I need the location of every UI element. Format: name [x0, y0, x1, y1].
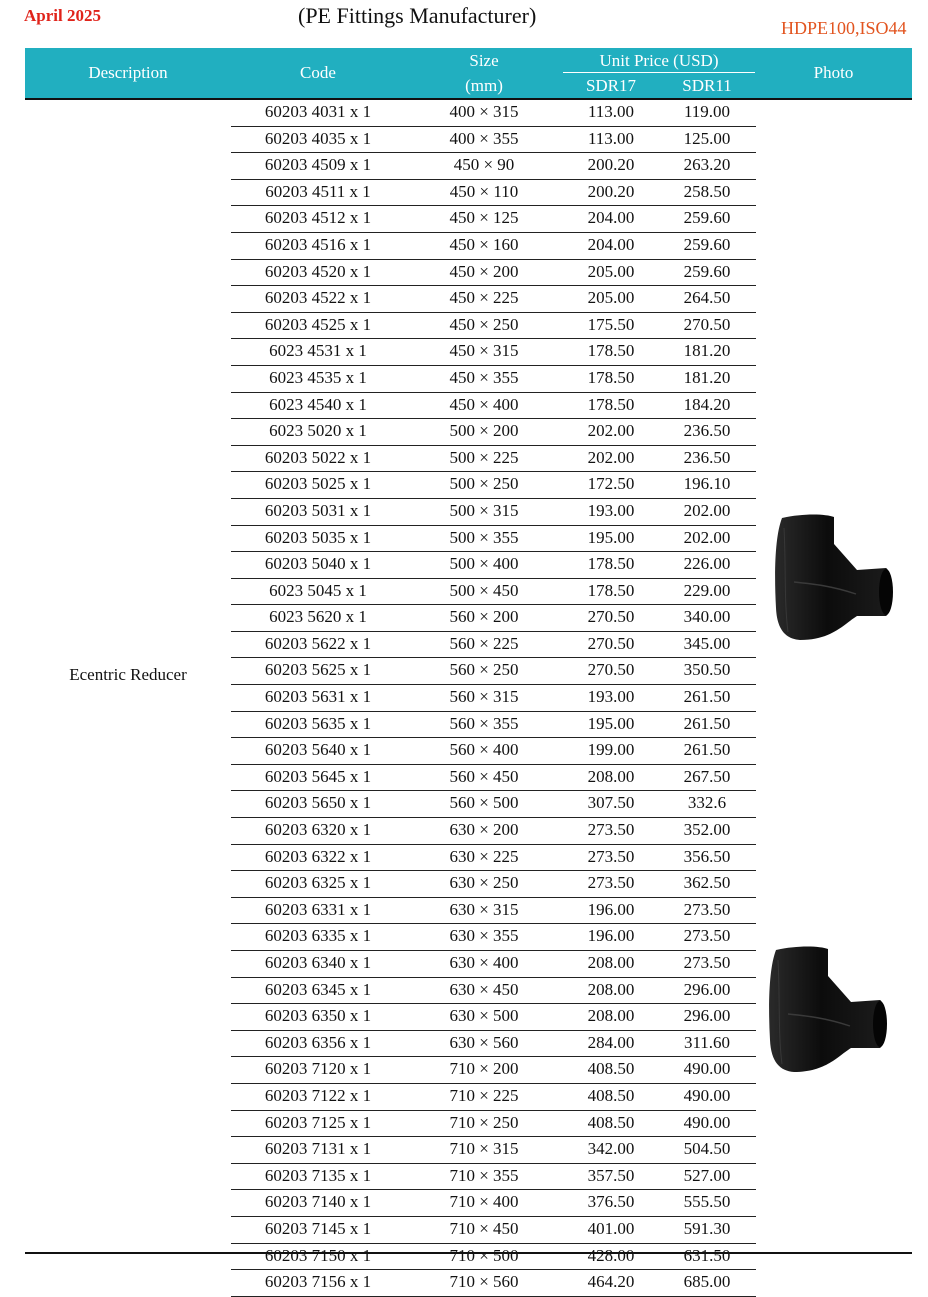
reducer-photo-icon: [774, 512, 896, 642]
cell-code: 60203 7145 x 1: [264, 1218, 372, 1238]
header-unit-price: Unit Price (USD): [599, 51, 719, 70]
cell-code: 60203 5025 x 1: [264, 474, 372, 494]
cell-sdr17-price: 376.50: [587, 1192, 635, 1212]
cell-size: 560 × 450: [449, 766, 519, 786]
cell-size: 500 × 200: [449, 421, 519, 441]
table-row: [231, 845, 756, 872]
cell-code: 60203 6345 x 1: [264, 979, 372, 999]
cell-size: 560 × 225: [449, 633, 519, 653]
table-row: [231, 499, 756, 526]
cell-code: 60203 6335 x 1: [264, 926, 372, 946]
table-row: [231, 339, 756, 366]
table-row: [231, 1111, 756, 1138]
cell-size: 630 × 500: [449, 1006, 519, 1026]
cell-size: 450 × 355: [449, 367, 519, 387]
cell-size: 630 × 315: [449, 899, 519, 919]
cell-code: 60203 5622 x 1: [264, 633, 372, 653]
cell-sdr17-price: 178.50: [587, 341, 635, 361]
cell-size: 630 × 250: [449, 873, 519, 893]
cell-code: 60203 4522 x 1: [264, 288, 372, 308]
cell-sdr17-price: 113.00: [587, 128, 635, 148]
cell-sdr11-price: 202.00: [683, 527, 731, 547]
cell-sdr17-price: 178.50: [587, 554, 635, 574]
cell-size: 450 × 225: [449, 288, 519, 308]
cell-size: 450 × 315: [449, 341, 519, 361]
cell-sdr11-price: 259.60: [683, 261, 731, 281]
cell-sdr17-price: 408.50: [587, 1085, 635, 1105]
cell-sdr17-price: 270.50: [587, 607, 635, 627]
cell-sdr17-price: 284.00: [587, 1032, 635, 1052]
cell-sdr11-price: 273.50: [683, 926, 731, 946]
cell-code: 60203 5031 x 1: [264, 500, 372, 520]
table-row: [231, 313, 756, 340]
cell-code: 60203 7122 x 1: [264, 1085, 372, 1105]
header-code: Code: [300, 63, 336, 82]
cell-sdr11-price: 259.60: [683, 208, 731, 228]
cell-sdr17-price: 199.00: [587, 740, 635, 760]
cell-sdr11-price: 264.50: [683, 288, 731, 308]
table-row: [231, 791, 756, 818]
table-row: [231, 100, 756, 127]
header-size-unit: (mm): [465, 76, 503, 95]
cell-sdr11-price: 261.50: [683, 687, 731, 707]
header-photo: Photo: [813, 63, 854, 82]
cell-sdr11-price: 345.00: [683, 633, 731, 653]
cell-sdr11-price: 261.50: [683, 713, 731, 733]
cell-code: 60203 7131 x 1: [264, 1139, 372, 1159]
cell-sdr11-price: 236.50: [683, 447, 731, 467]
cell-size: 710 × 355: [449, 1165, 519, 1185]
table-row: [231, 286, 756, 313]
table-row: [231, 738, 756, 765]
cell-code: 60203 6322 x 1: [264, 846, 372, 866]
cell-sdr17-price: 204.00: [587, 234, 635, 254]
cell-code: 60203 7135 x 1: [264, 1165, 372, 1185]
cell-sdr11-price: 340.00: [683, 607, 731, 627]
cell-sdr17-price: 270.50: [587, 660, 635, 680]
cell-size: 450 × 90: [453, 155, 515, 175]
cell-sdr11-price: 184.20: [683, 394, 731, 414]
cell-sdr11-price: 296.00: [683, 979, 731, 999]
cell-code: 60203 6356 x 1: [264, 1032, 372, 1052]
table-row: [231, 951, 756, 978]
cell-sdr11-price: 591.30: [683, 1218, 731, 1238]
manufacturer-title: (PE Fittings Manufacturer): [298, 3, 537, 28]
table-row: [231, 419, 756, 446]
cell-size: 400 × 355: [449, 128, 519, 148]
cell-size: 560 × 400: [449, 740, 519, 760]
cell-size: 500 × 400: [449, 554, 519, 574]
cell-sdr17-price: 273.50: [587, 873, 635, 893]
cell-size: 500 × 355: [449, 527, 519, 547]
cell-sdr11-price: 125.00: [683, 128, 731, 148]
cell-code: 6023 5620 x 1: [269, 607, 367, 627]
cell-sdr11-price: 258.50: [683, 181, 731, 201]
cell-code: 6023 4535 x 1: [269, 367, 367, 387]
table-row: [231, 206, 756, 233]
cell-sdr17-price: 193.00: [587, 687, 635, 707]
cell-sdr11-price: 631.50: [683, 1245, 731, 1265]
cell-sdr11-price: 267.50: [683, 766, 731, 786]
cell-size: 500 × 250: [449, 474, 519, 494]
cell-sdr17-price: 408.50: [587, 1112, 635, 1132]
table-row: [231, 526, 756, 553]
cell-sdr11-price: 490.00: [683, 1059, 731, 1079]
cell-sdr17-price: 178.50: [587, 394, 635, 414]
cell-size: 560 × 315: [449, 687, 519, 707]
header-size: Size: [469, 51, 499, 70]
table-row: [231, 1084, 756, 1111]
table-row: [231, 579, 756, 606]
cell-size: 630 × 200: [449, 820, 519, 840]
cell-sdr11-price: 490.00: [683, 1085, 731, 1105]
cell-size: 710 × 400: [449, 1192, 519, 1212]
table-row: [231, 1031, 756, 1058]
cell-sdr17-price: 208.00: [587, 766, 635, 786]
cell-sdr17-price: 200.20: [587, 155, 635, 175]
cell-size: 560 × 355: [449, 713, 519, 733]
cell-sdr11-price: 229.00: [683, 580, 731, 600]
reducer-photo-icon: [768, 944, 890, 1074]
table-row: [231, 180, 756, 207]
cell-sdr11-price: 555.50: [683, 1192, 731, 1212]
table-row: [231, 1004, 756, 1031]
header-sdr17: SDR17: [585, 76, 637, 95]
cell-size: 400 × 315: [449, 102, 519, 121]
cell-code: 60203 7150 x 1: [264, 1245, 372, 1265]
cell-sdr11-price: 259.60: [683, 234, 731, 254]
cell-size: 710 × 450: [449, 1218, 519, 1238]
header-price-divider: [563, 72, 755, 73]
cell-sdr17-price: 195.00: [587, 527, 635, 547]
cell-code: 60203 7156 x 1: [264, 1272, 372, 1292]
cell-sdr17-price: 202.00: [587, 421, 635, 441]
cell-size: 630 × 400: [449, 953, 519, 972]
cell-sdr17-price: 273.50: [587, 820, 635, 840]
cell-code: 60203 5650 x 1: [264, 793, 372, 813]
cell-code: 60203 6320 x 1: [264, 820, 372, 840]
cell-size: 450 × 160: [449, 234, 519, 254]
cell-sdr11-price: 332.6: [687, 793, 727, 813]
cell-size: 500 × 450: [449, 580, 519, 600]
table-row: [231, 1217, 756, 1244]
cell-size: 710 × 250: [449, 1112, 519, 1132]
cell-sdr17-price: 205.00: [587, 261, 635, 281]
cell-code: 60203 5035 x 1: [264, 527, 372, 547]
table-row: [231, 1244, 756, 1271]
table-row: [231, 1057, 756, 1084]
table-row: [231, 472, 756, 499]
cell-sdr17-price: 205.00: [587, 288, 635, 308]
cell-code: 60203 4035 x 1: [264, 128, 372, 148]
table-row: [231, 871, 756, 898]
cell-code: 60203 4511 x 1: [265, 181, 371, 201]
cell-size: 710 × 200: [449, 1059, 519, 1079]
cell-sdr11-price: 311.60: [683, 1032, 731, 1052]
cell-sdr17-price: 208.00: [587, 979, 635, 999]
table-row: [231, 393, 756, 420]
table-header: [25, 48, 912, 100]
cell-sdr17-price: 172.50: [587, 474, 635, 494]
cell-size: 450 × 125: [449, 208, 519, 228]
cell-sdr17-price: 175.50: [587, 314, 635, 334]
table-row: [231, 818, 756, 845]
cell-code: 60203 4509 x 1: [264, 155, 372, 175]
table-row: [231, 685, 756, 712]
cell-sdr17-price: 204.00: [587, 208, 635, 228]
cell-code: 60203 5645 x 1: [264, 766, 372, 786]
cell-sdr17-price: 357.50: [587, 1165, 635, 1185]
cell-size: 500 × 315: [449, 500, 519, 520]
cell-sdr11-price: 181.20: [683, 367, 731, 387]
cell-sdr11-price: 350.50: [683, 660, 731, 680]
cell-sdr11-price: 490.00: [683, 1112, 731, 1132]
cell-sdr17-price: 196.00: [587, 899, 635, 919]
cell-code: 60203 4516 x 1: [264, 234, 372, 254]
cell-sdr11-price: 270.50: [683, 314, 731, 334]
cell-size: 560 × 250: [449, 660, 519, 680]
cell-code: 60203 6325 x 1: [264, 873, 372, 893]
table-row: [231, 632, 756, 659]
cell-sdr17-price: 428.00: [587, 1245, 635, 1265]
cell-sdr17-price: 193.00: [587, 500, 635, 520]
cell-sdr11-price: 261.50: [683, 740, 731, 760]
cell-code: 60203 4512 x 1: [264, 208, 372, 228]
cell-code: 6023 4531 x 1: [269, 341, 367, 361]
cell-code: 60203 5640 x 1: [264, 740, 372, 760]
cell-code: 60203 5631 x 1: [264, 687, 372, 707]
table-row: [231, 1190, 756, 1217]
table-row: [231, 978, 756, 1005]
header-sdr11: SDR11: [682, 76, 732, 95]
cell-size: 450 × 110: [449, 181, 519, 201]
cell-size: 710 × 315: [449, 1139, 519, 1159]
cell-size: 450 × 200: [449, 261, 519, 281]
cell-sdr17-price: 195.00: [587, 713, 635, 733]
cell-sdr11-price: 196.10: [683, 474, 731, 494]
table-row: [231, 658, 756, 685]
cell-sdr17-price: 270.50: [587, 633, 635, 653]
cell-code: 60203 4525 x 1: [264, 314, 372, 334]
cell-sdr11-price: 181.20: [683, 341, 731, 361]
cell-sdr17-price: 342.00: [587, 1139, 635, 1159]
cell-size: 710 × 225: [449, 1085, 519, 1105]
cell-sdr11-price: 527.00: [683, 1165, 731, 1185]
cell-code: 60203 7120 x 1: [264, 1059, 372, 1079]
cell-code: 60203 5040 x 1: [264, 554, 372, 574]
table-row: [231, 552, 756, 579]
cell-sdr17-price: 464.20: [587, 1272, 635, 1292]
cell-size: 560 × 200: [449, 607, 519, 627]
cell-sdr17-price: 200.20: [587, 181, 635, 201]
cell-code: 6023 5020 x 1: [269, 421, 367, 441]
cell-sdr11-price: 263.20: [683, 155, 731, 175]
cell-size: 560 × 500: [449, 793, 519, 813]
table-row: [231, 446, 756, 473]
cell-sdr11-price: 273.50: [683, 899, 731, 919]
table-row: [231, 260, 756, 287]
cell-sdr11-price: 236.50: [683, 421, 731, 441]
cell-size: 450 × 250: [449, 314, 519, 334]
cell-sdr11-price: 202.00: [683, 500, 731, 520]
table-bottom-rule: [25, 1252, 912, 1254]
cell-sdr11-price: 685.00: [683, 1272, 731, 1292]
table-row: [231, 765, 756, 792]
cell-size: 630 × 225: [449, 846, 519, 866]
cell-sdr17-price: 273.50: [587, 846, 635, 866]
cell-sdr11-price: 504.50: [683, 1139, 731, 1159]
table-row: [231, 924, 756, 951]
cell-code: 60203 4031 x 1: [264, 102, 372, 121]
cell-size: 710 × 500: [449, 1245, 519, 1265]
cell-sdr11-price: 226.00: [683, 554, 731, 574]
cell-code: 60203 5022 x 1: [264, 447, 372, 467]
table-row: [231, 1137, 756, 1164]
cell-size: 630 × 450: [449, 979, 519, 999]
product-description: Ecentric Reducer: [69, 665, 187, 684]
cell-code: 60203 7125 x 1: [264, 1112, 372, 1132]
standard-label: HDPE100,ISO44: [781, 18, 907, 38]
cell-sdr17-price: 113.00: [587, 102, 635, 121]
cell-sdr11-price: 296.00: [683, 1006, 731, 1026]
table-row: [231, 605, 756, 632]
cell-code: 60203 4520 x 1: [264, 261, 372, 281]
cell-sdr17-price: 178.50: [587, 580, 635, 600]
cell-size: 710 × 560: [449, 1272, 519, 1292]
cell-code: 60203 5625 x 1: [264, 660, 372, 680]
cell-code: 60203 6331 x 1: [264, 899, 372, 919]
cell-sdr17-price: 208.00: [587, 953, 635, 972]
cell-code: 60203 5635 x 1: [264, 713, 372, 733]
cell-sdr17-price: 307.50: [587, 793, 635, 813]
table-row: [231, 153, 756, 180]
price-table-body: [231, 100, 756, 1297]
cell-sdr17-price: 401.00: [587, 1218, 635, 1238]
cell-size: 450 × 400: [449, 394, 519, 414]
table-row: [231, 712, 756, 739]
cell-sdr11-price: 352.00: [683, 820, 731, 840]
cell-code: 6023 4540 x 1: [269, 394, 367, 414]
header-description: Description: [88, 63, 168, 82]
cell-sdr17-price: 202.00: [587, 447, 635, 467]
cell-size: 630 × 355: [449, 926, 519, 946]
cell-sdr11-price: 356.50: [683, 846, 731, 866]
cell-sdr11-price: 119.00: [683, 102, 731, 121]
table-row: [231, 1164, 756, 1191]
table-row: [231, 1270, 756, 1297]
cell-size: 630 × 560: [449, 1032, 519, 1052]
document-date: April 2025: [24, 6, 101, 25]
table-row: [231, 233, 756, 260]
cell-sdr11-price: 273.50: [683, 953, 731, 972]
cell-sdr11-price: 362.50: [683, 873, 731, 893]
table-row: [231, 898, 756, 925]
cell-code: 60203 7140 x 1: [264, 1192, 372, 1212]
cell-code: 60203 6350 x 1: [264, 1006, 372, 1026]
cell-sdr17-price: 178.50: [587, 367, 635, 387]
table-row: [231, 366, 756, 393]
cell-code: 6023 5045 x 1: [269, 580, 367, 600]
cell-code: 60203 6340 x 1: [264, 953, 372, 972]
cell-sdr17-price: 196.00: [587, 926, 635, 946]
cell-sdr17-price: 208.00: [587, 1006, 635, 1026]
cell-sdr17-price: 408.50: [587, 1059, 635, 1079]
table-row: [231, 127, 756, 154]
cell-size: 500 × 225: [449, 447, 519, 467]
